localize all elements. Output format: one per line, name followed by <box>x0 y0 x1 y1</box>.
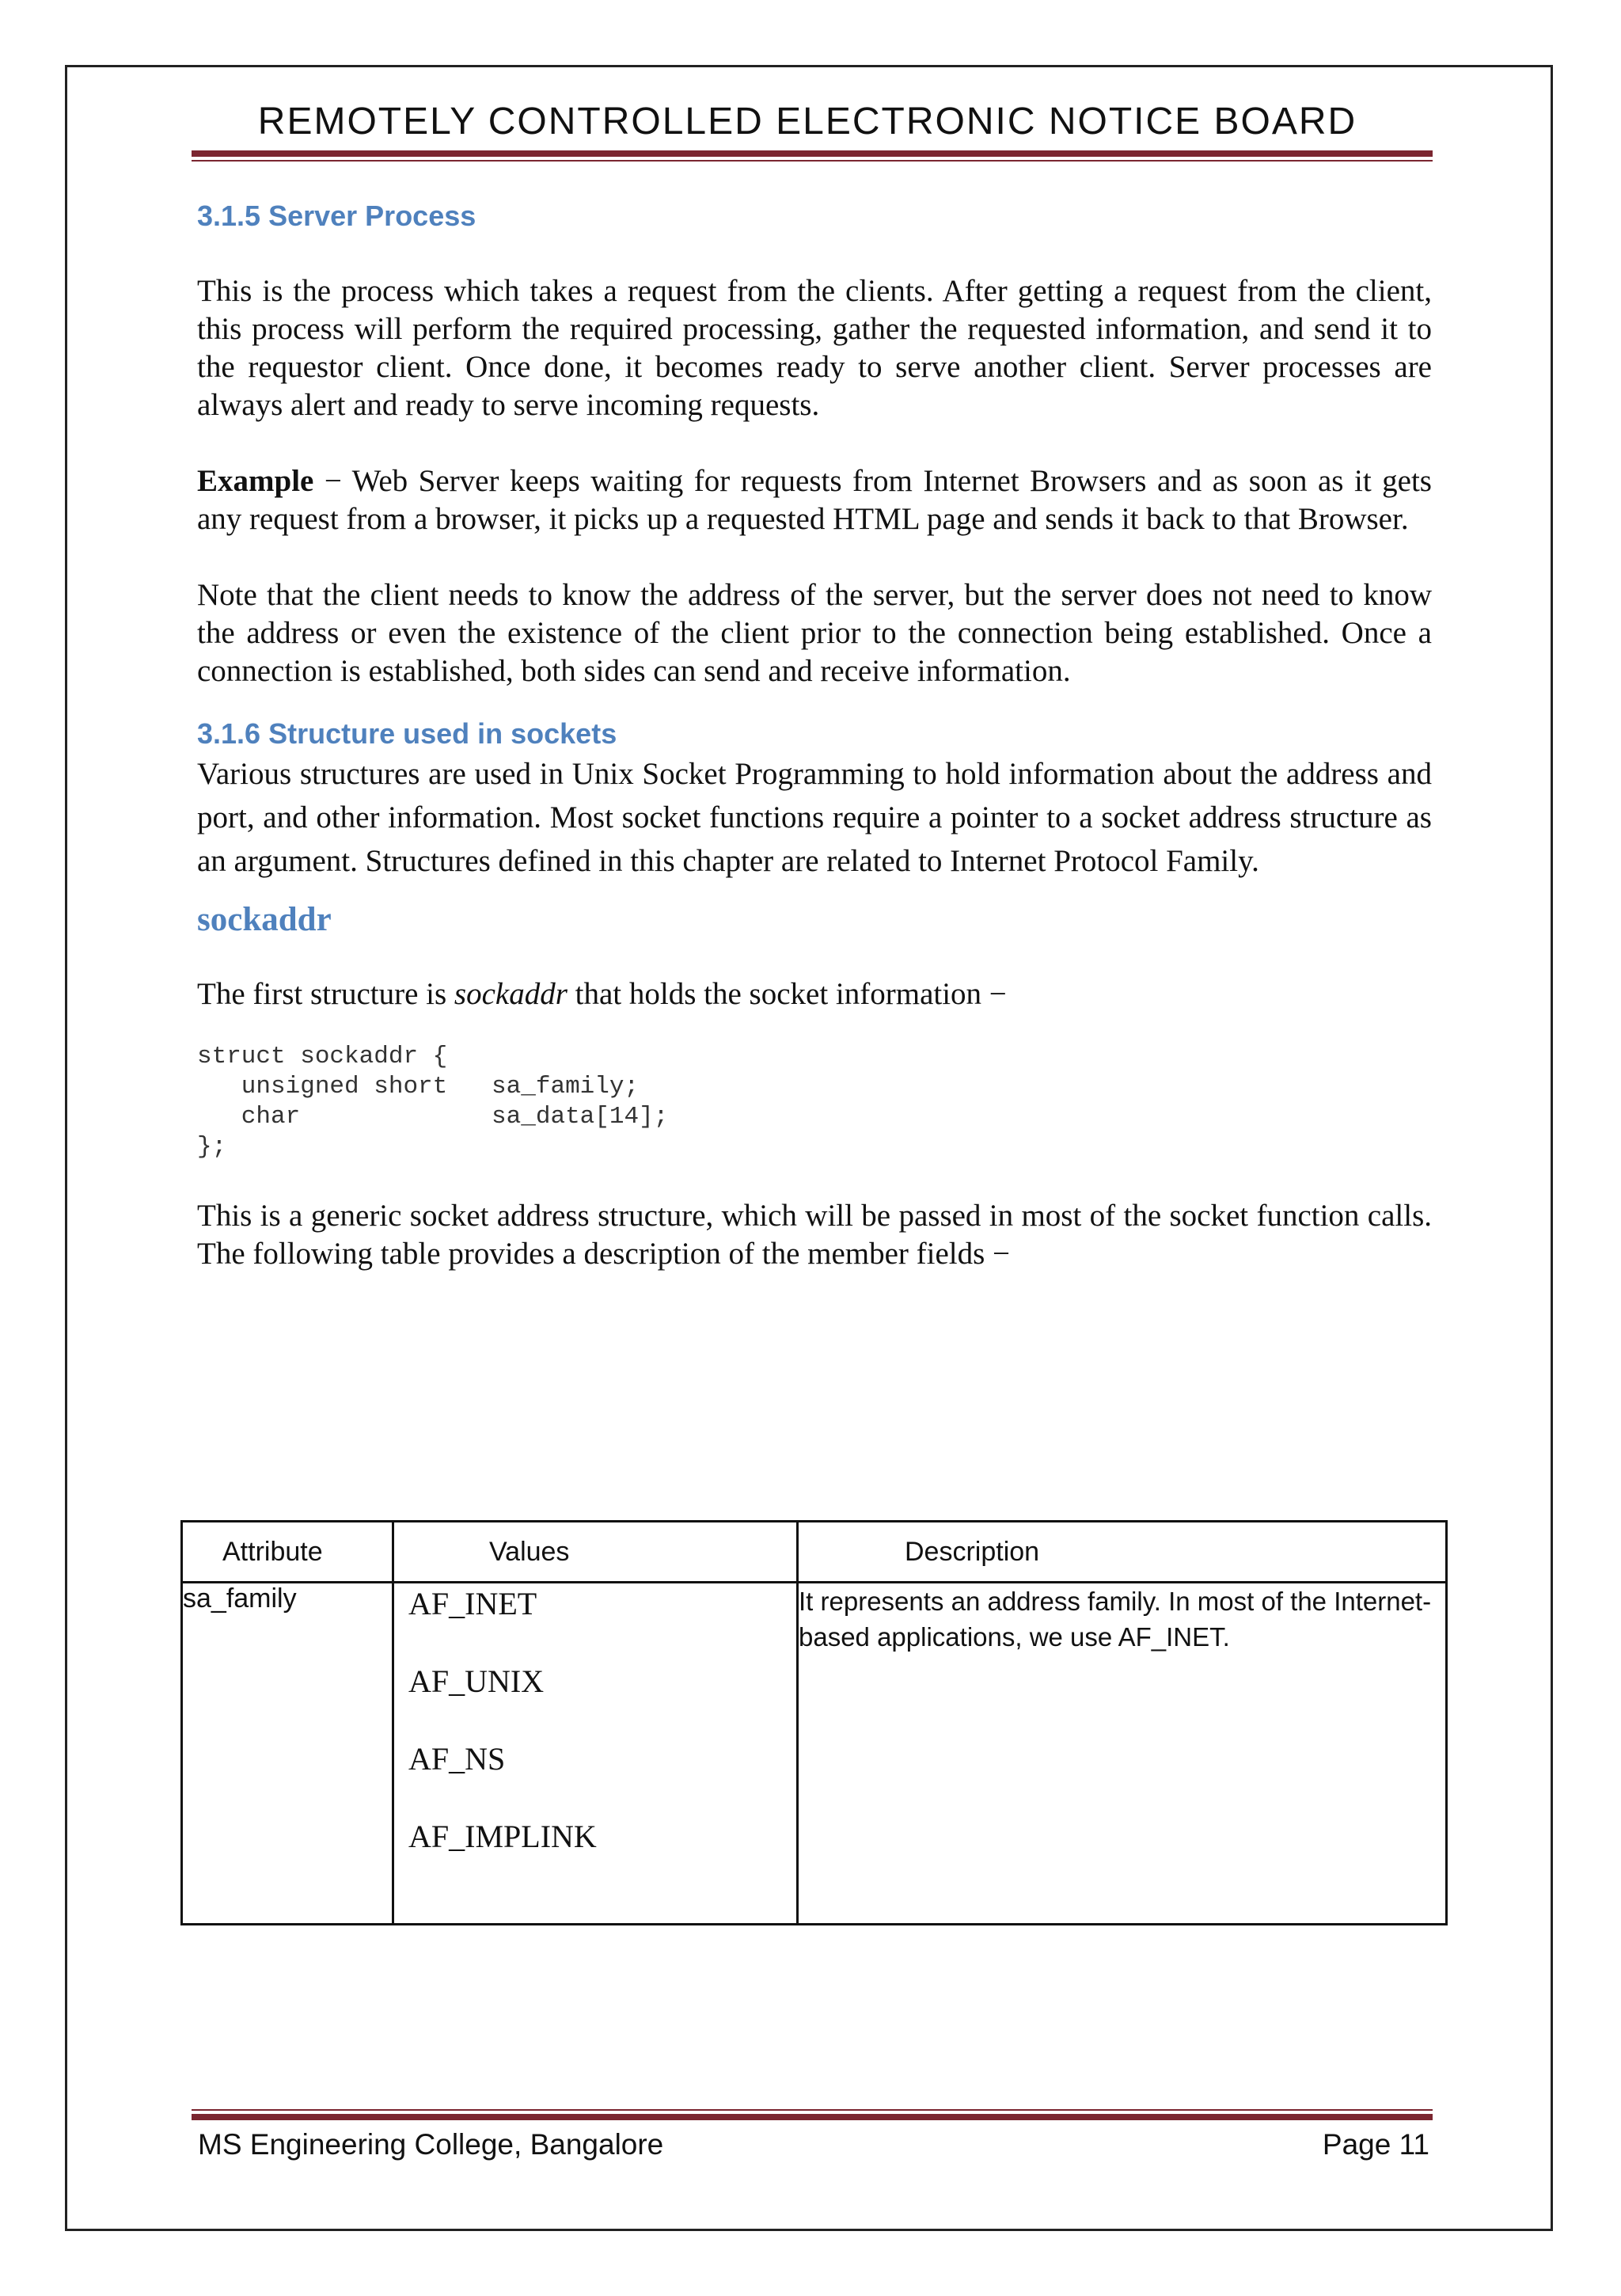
value-af-inet: AF_INET <box>408 1586 537 1621</box>
sockaddr-intro-prefix: The first structure is <box>197 977 454 1011</box>
table-header-row <box>182 1522 1447 1583</box>
generic-structure-paragraph: This is a generic socket address structure, which will be passed in most of the socket function calls. The following table provides a description of the member fields − <box>197 1199 1432 1271</box>
section-3-1-6-heading: 3.1.6 Structure used in sockets <box>197 717 617 750</box>
table-header-attribute: Attribute <box>182 1522 393 1583</box>
header-rule <box>192 150 1433 162</box>
structures-paragraph: Various structures are used in Unix Socket Programming to hold information about the address and port, and other information. Most socket functions require a pointer to a socket address structure as an argument. Structures defined in this chapter are related to Internet Protocol Family. <box>197 757 1432 878</box>
footer-college: MS Engineering College, Bangalore <box>198 2128 664 2161</box>
example-paragraph <box>197 462 1432 538</box>
example-label: Example <box>197 464 314 498</box>
value-af-implink: AF_IMPLINK <box>408 1819 597 1854</box>
value-af-unix: AF_UNIX <box>408 1663 545 1699</box>
table-row <box>182 1583 1447 1925</box>
sockaddr-heading: sockaddr <box>197 901 332 938</box>
section-3-1-5-heading: 3.1.5 Server Process <box>197 200 476 232</box>
table-cell-description: It represents an address family. In most of the Internet-based applications, we use AF_INET. <box>798 1583 1447 1925</box>
footer-rule <box>192 2109 1433 2120</box>
member-fields-table <box>180 1520 1448 1925</box>
table-header-values: Values <box>393 1522 798 1583</box>
note-paragraph: Note that the client needs to know the address of the server, but the server does not need to know the address or even the existence of the client prior to the connection being established. Once a connection is established, both sides can send and receive information. <box>197 578 1432 688</box>
value-af-ns: AF_NS <box>408 1741 506 1777</box>
footer-page-number: Page 11 <box>1322 2128 1429 2161</box>
server-process-paragraph: This is the process which takes a request from the clients. After getting a request from the client, this process will perform the required processing, gather the requested information, and send it to the requestor client. Once done, it becomes ready to serve another client. Server processes are always alert and ready to serve incoming requests. <box>197 274 1432 422</box>
sockaddr-intro <box>197 975 1432 1013</box>
example-text: − Web Server keeps waiting for requests from Internet Browsers and as soon as it gets any request from a browser, it picks up a requested HTML page and sends it back to that Browser. <box>197 464 1432 536</box>
table-cell-values <box>393 1583 798 1925</box>
sockaddr-code-block: struct sockaddr { unsigned short sa_family; char sa_data[14]; }; <box>197 1043 669 1161</box>
page-header-title: REMOTELY CONTROLLED ELECTRONIC NOTICE BOARD <box>257 101 1357 143</box>
table-cell-attribute: sa_family <box>182 1583 393 1925</box>
sockaddr-intro-italic: sockaddr <box>454 977 568 1011</box>
sockaddr-intro-suffix: that holds the socket information − <box>567 977 1007 1011</box>
page-content <box>197 198 1432 1273</box>
table-header-description: Description <box>798 1522 1447 1583</box>
